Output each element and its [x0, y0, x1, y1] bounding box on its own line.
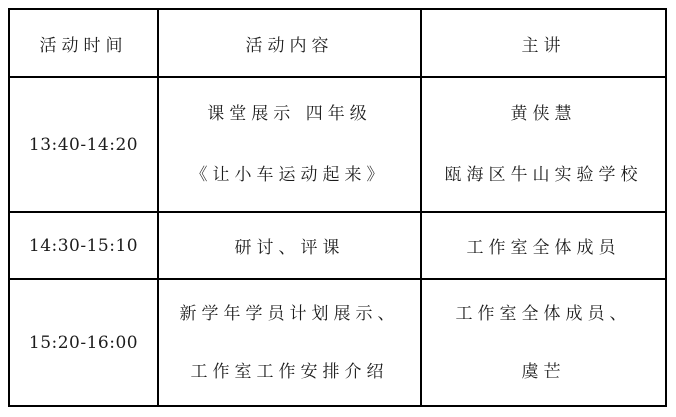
header-cell-time [10, 10, 159, 76]
row2-time-text: 14:30-15:10 [28, 235, 139, 256]
row3-speaker-line-2: 虞芒 [521, 361, 566, 382]
row1-content-line-2: 《让小车运动起来》 [190, 164, 389, 185]
row3-speaker-cell [422, 280, 665, 405]
row3-content-line-2: 工作室工作安排介绍 [190, 361, 389, 382]
row3-content-cell [159, 280, 422, 405]
table-row-2 [10, 213, 665, 280]
header-content-label: 活动内容 [245, 35, 334, 56]
row2-content-cell [159, 213, 422, 278]
row3-speaker-line-1: 工作室全体成员、 [455, 303, 632, 324]
header-cell-content [159, 10, 422, 76]
header-time-label: 活动时间 [39, 35, 128, 56]
row3-time-text: 15:20-16:00 [28, 332, 139, 353]
row1-speaker-line-2: 瓯海区牛山实验学校 [444, 164, 643, 185]
row1-speaker-line-1: 黄侠慧 [510, 103, 577, 124]
header-cell-speaker [422, 10, 665, 76]
table-row-1 [10, 78, 665, 213]
row2-time-cell [10, 213, 159, 278]
activity-schedule-table [8, 8, 667, 407]
row3-time-cell [10, 280, 159, 405]
row1-content-cell [159, 78, 422, 211]
header-row [10, 10, 665, 78]
table-row-3 [10, 280, 665, 405]
header-speaker-label: 主讲 [521, 35, 566, 56]
row1-content-line-1: 课堂展示 四年级 [207, 103, 372, 124]
row2-content-line-1: 研讨、评课 [234, 238, 345, 258]
row2-speaker-line-1: 工作室全体成员 [466, 238, 621, 258]
row3-content-line-1: 新学年学员计划展示、 [179, 303, 400, 324]
row1-speaker-cell [422, 78, 665, 211]
row1-time-cell [10, 78, 159, 211]
row2-speaker-cell [422, 213, 665, 278]
row1-time-text: 13:40-14:20 [28, 134, 139, 155]
